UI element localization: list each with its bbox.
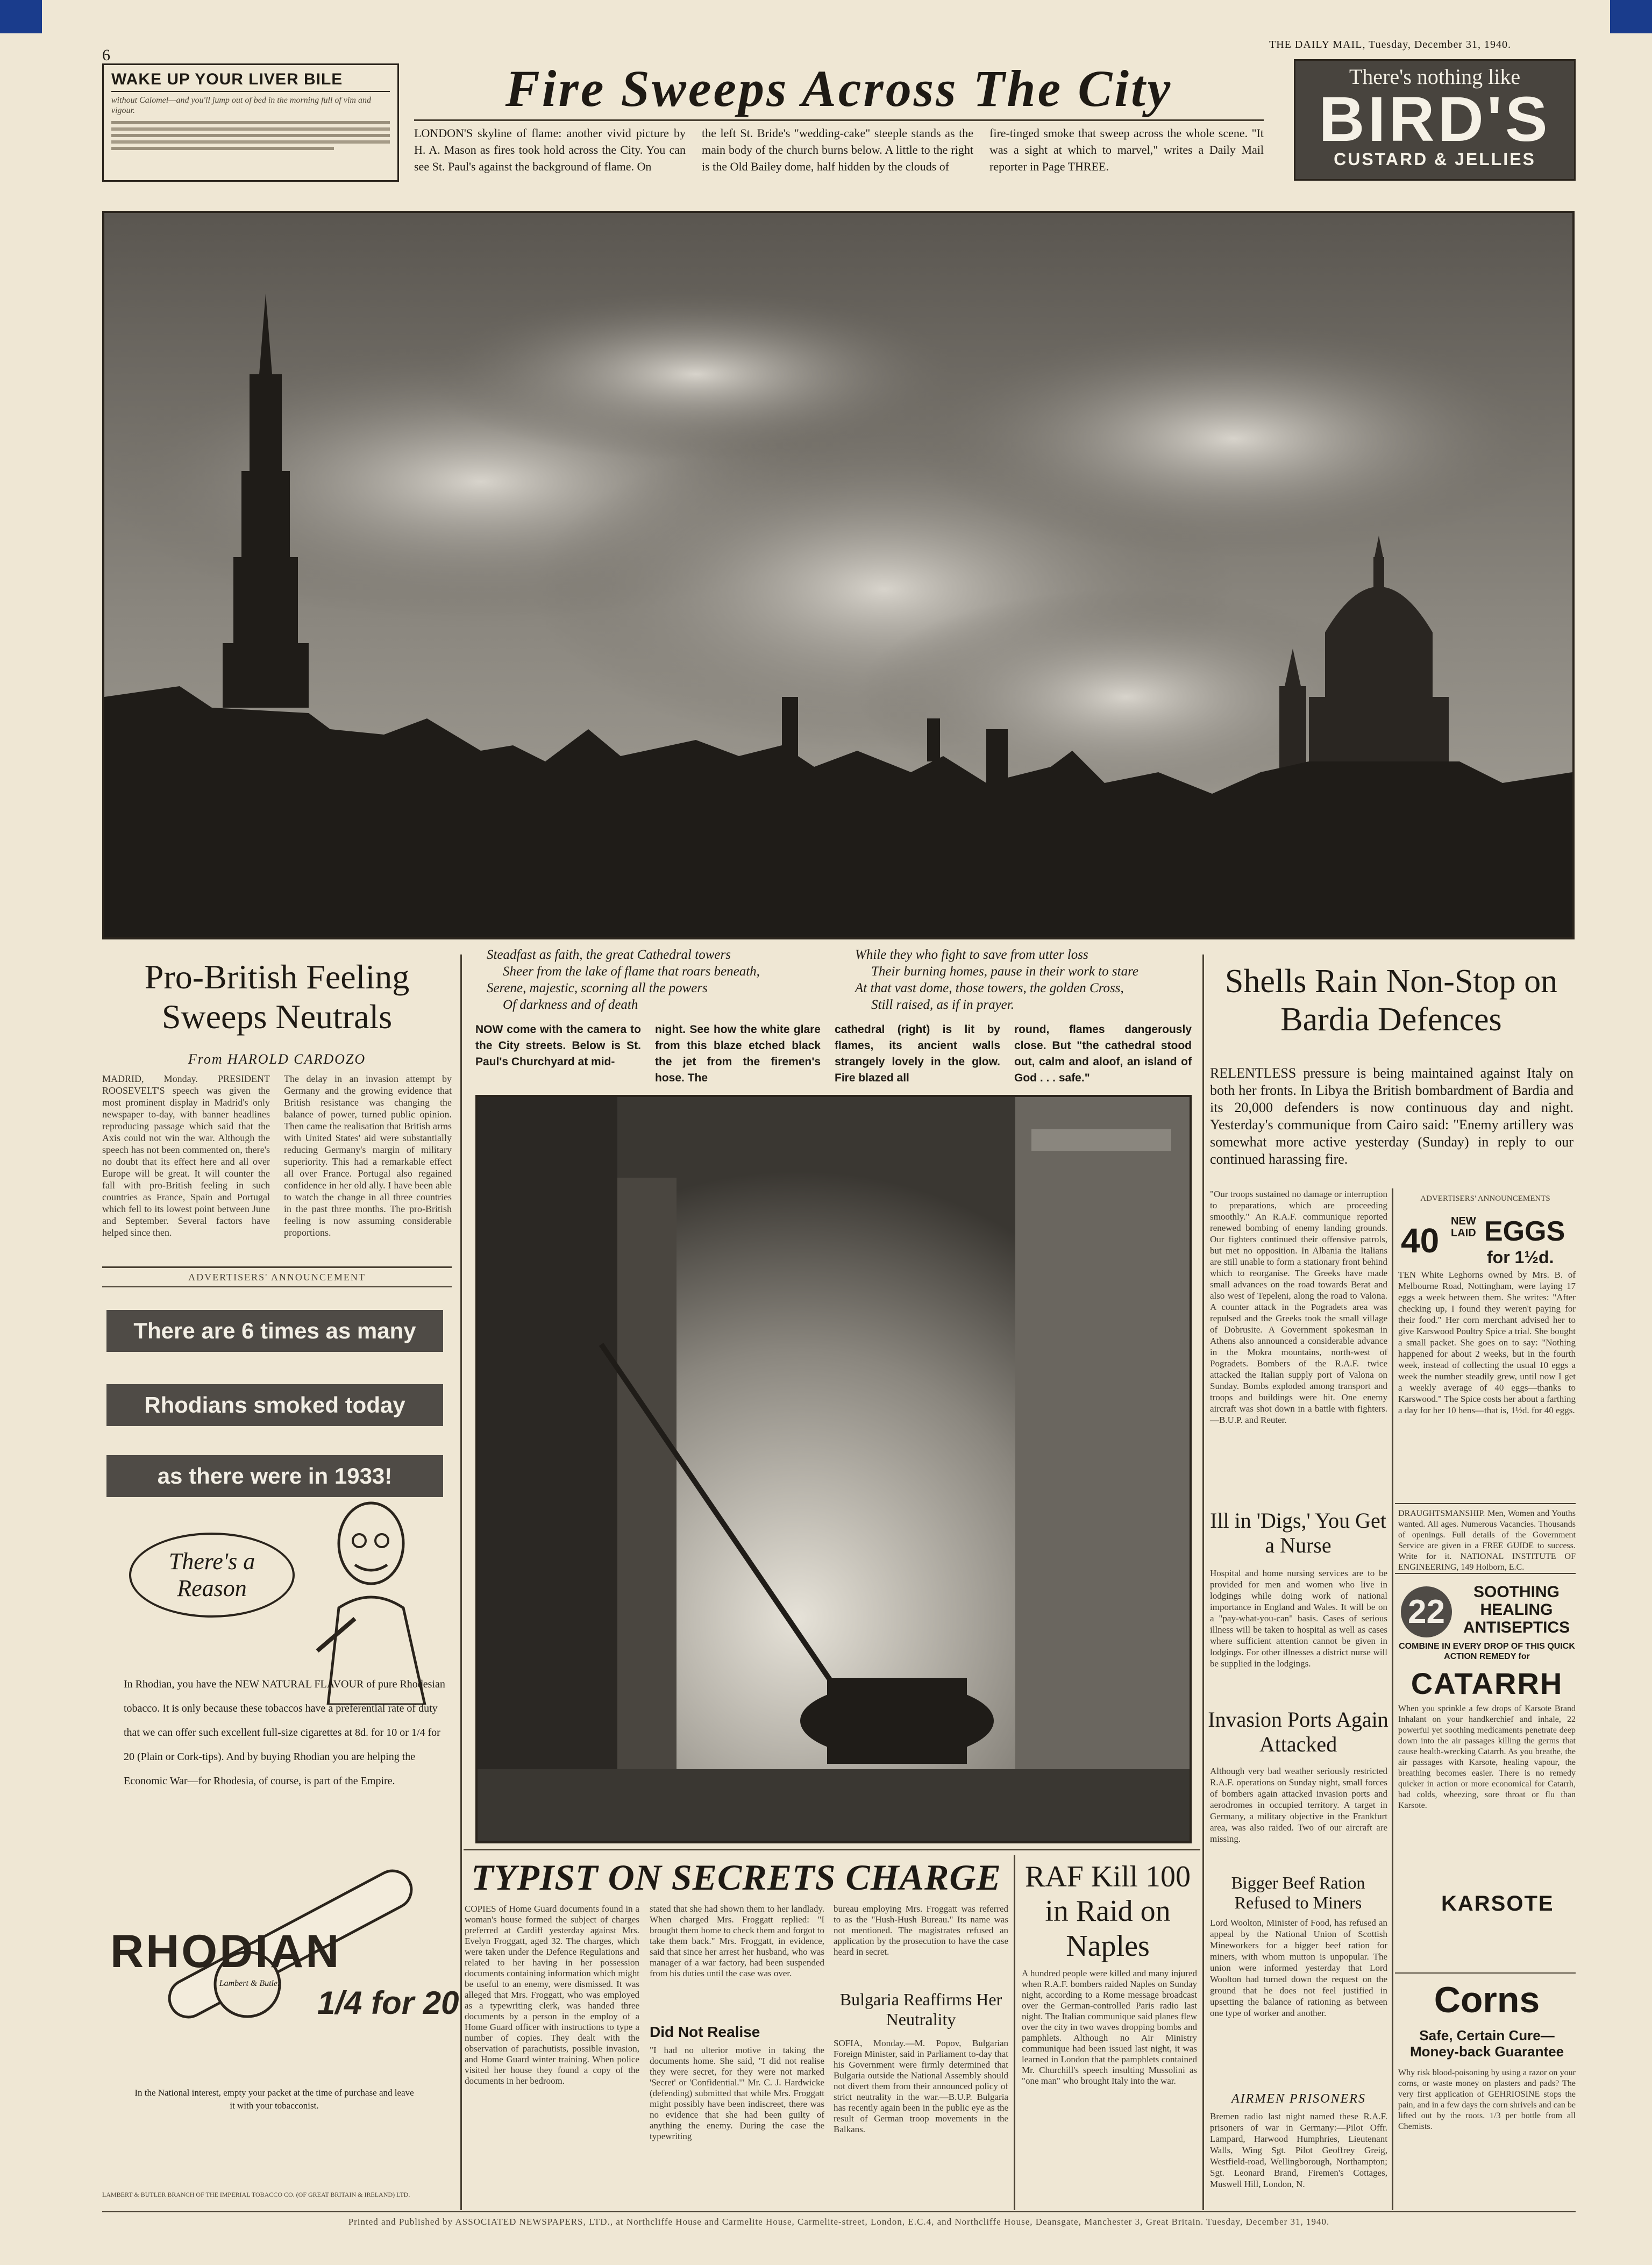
poem-left-line-1: Steadfast as faith, the great Cathedral towers — [487, 948, 731, 962]
pro-british-byline: From HAROLD CARDOZO — [188, 1051, 366, 1067]
corns-ad-line2: Money-back Guarantee — [1409, 2043, 1564, 2060]
now-caption-col3: cathedral (right) is lit by flames, its ancient walls strangely lovely in the glow. Fire blazed all — [835, 1023, 1000, 1084]
poem-right-line-1: While they who fight to save from utter loss — [855, 948, 1088, 962]
pro-british-col2: The delay in an invasion attempt by Germany and the growing evidence that British resistance was changing the balance of power, turned public opinion. Then came the realisation that British arms with United States' aid were substantially reducing Germany's margin of military superiority. This had a remarkable effect all over France. Portugal also regained confidence in her old ally. I have been able to watch the change in all three countries in the past three months. The pro-British feeling is now assuming considerable proportions. — [284, 1073, 452, 1238]
page-number: 6 — [102, 46, 110, 64]
rhodian-bubble-text: There's a Reason — [168, 1548, 255, 1601]
fire-caption-col1: LONDON'S skyline of flame: another vivid picture by H. A. Mason as fires took hold across the City. You can see St. Paul's against the background of flame. On — [414, 126, 686, 173]
poem-right-line-4: Still raised, as if in prayer. — [871, 998, 1014, 1012]
rhodian-ad-label: ADVERTISERS' ANNOUNCEMENT — [188, 1272, 366, 1283]
now-caption-col4: round, flames dangerously close. But "the cathedral stood out, calm and aloof, an island of God . . . safe." — [1014, 1023, 1192, 1084]
footer-imprint: Printed and Published by ASSOCIATED NEWSPAPERS, LTD., at Northcliffe House and Carmelite House, Carmelite-street, London, E.C.4, and Northcliffe House, Deansgate, Manchester 3, Great Britain. Tuesday, December 31, 1940. — [348, 2217, 1330, 2227]
catarrh-ad-claims — [1457, 1583, 1576, 1636]
catarrh-ad-line1: SOOTHING — [1473, 1583, 1560, 1601]
eggs-ad-number: 40 — [1401, 1221, 1440, 1260]
catarrh-ad-line3: ANTISEPTICS — [1463, 1619, 1570, 1636]
tape-mark-left — [0, 0, 42, 33]
poem-left — [487, 946, 820, 1013]
catarrh-ad-combine: COMBINE IN EVERY DROP OF THIS QUICK ACTION REMEDY for — [1399, 1642, 1575, 1661]
skyline-fire-photo — [102, 211, 1575, 939]
raf-naples-body: A hundred people were killed and many injured when R.A.F. bombers raided Naples on Sunday night, according to a Rome message broadcast over the German-controlled Paris radio last night. The Italian communique said planes flew over the city in two waves dropping bombs and pamphlets. Although no Air Ministry communique had been issued last night, it was learned in London that the pamphlets contained Mr. Churchill's speech insulting Mussolini as "one man" who brought Italy into the war. — [1022, 1968, 1197, 2086]
fire-caption-col3: fire-tinged smoke that sweep across the whole scene. "It was a sight at which to marvel," writes a Daily Mail reporter in Page THREE. — [989, 126, 1264, 173]
beef-headline: Bigger Beef Ration Refused to Miners — [1231, 1873, 1365, 1912]
skyline-photo-graphic — [104, 213, 1572, 937]
invasion-body: Although very bad weather seriously restricted R.A.F. operations on Sunday night, small forces of bombers again attacked invasion ports and aerodromes in occupied territory. A target in Germany, a military objective in the Frankfurt area, was also raided. Two of our aircraft are missing. — [1210, 1766, 1387, 1844]
churchyard-fire-photo — [475, 1095, 1192, 1843]
typist-subhead: Did Not Realise — [650, 2024, 760, 2040]
liver-ad-headline: WAKE UP YOUR LIVER BILE — [111, 70, 390, 92]
shells-headline: Shells Rain Non-Stop on Bardia Defences — [1224, 963, 1558, 1038]
airmen-headline: AIRMEN PRISONERS — [1231, 2092, 1366, 2106]
eggs-ad-laid-word: LAID — [1451, 1227, 1476, 1239]
typist-col2: stated that she had shown them to her landlady. When charged Mrs. Froggatt replied: "I brought them home to check them and forgot to take them back." Mrs. Froggatt, in evidence, said that since her arrest her husband, who was manager of a war factory, had been suspended from his duties until the case was over. — [650, 1904, 824, 1978]
catarrh-ad-body: When you sprinkle a few drops of Karsote Brand Inhalant on your handkerchief and inhale, 22 powerful yet soothing medicaments penetrate deep down into the air passages killing the germs that cause health-wrecking Catarrh. As you breathe, the air passages with Karsote, healing vapour, the breathing becomes easier. There is no remedy quicker in action or more economical for Catarrh, bad colds, wheezing, sore throat or flu than Karsote. — [1398, 1704, 1576, 1810]
corns-ad-body: Why risk blood-poisoning by using a razor on your corns, or waste money on plasters and pads? The very first application of GEHRIOSINE stops the pain, and in a few days the corn shrivels and can be lifted out by the roots. 1/3 per bottle from all Chemists. — [1398, 2068, 1576, 2131]
typist-headline: TYPIST ON SECRETS CHARGE — [471, 1857, 1001, 1898]
eggs-ad-price: for 1½d. — [1487, 1248, 1554, 1267]
draughtsman-ad: DRAUGHTSMANSHIP. Men, Women and Youths wanted. All ages. Numerous Vacancies. Thousands of openings. Full details of the Government Service are given in a FREE GUIDE to success. Write for it. NATIONAL INSTITUTE OF ENGINEERING, 149 Holborn, E.C. — [1398, 1509, 1576, 1572]
eggs-ad-label: ADVERTISERS' ANNOUNCEMENTS — [1420, 1194, 1550, 1203]
rhodian-imprint: LAMBERT & BUTLER BRANCH OF THE IMPERIAL TOBACCO CO. (OF GREAT BRITAIN & IRELAND) LTD. — [102, 2191, 410, 2198]
tape-mark-right — [1610, 0, 1652, 33]
rhodian-band-2: Rhodians smoked today — [106, 1384, 443, 1426]
now-caption-col1: NOW come with the camera to the City streets. Below is St. Paul's Churchyard at mid- — [475, 1023, 641, 1068]
poem-left-line-4: Of darkness and of death — [503, 998, 638, 1012]
poem-left-line-2: Sheer from the lake of flame that roars beneath, — [503, 964, 760, 979]
karsote-brand: KARSOTE — [1441, 1892, 1554, 1915]
churchyard-photo-graphic — [478, 1097, 1190, 1841]
catarrh-ad-line2: HEALING — [1480, 1601, 1553, 1619]
nurse-headline: Ill in 'Digs,' You Get a Nurse — [1210, 1508, 1386, 1557]
corns-ad-line1: Safe, Certain Cure— — [1419, 2027, 1555, 2043]
eggs-ad-header — [1398, 1210, 1576, 1269]
rhodian-band-1: There are 6 times as many — [106, 1310, 443, 1352]
shells-body: "Our troops sustained no damage or interruption to preparations, which are proceeding smoothly." An R.A.F. communique reported renewed bombing of enemy landing grounds. Our fighters continued their offensive patrols, but met no opposition. In Albania the Italians are still unable to form a stationary front behind which to reorganise. The Greeks have made small advances on the road towards Berat and also west of Tepeleni, along the road to Valona. A counter attack in the Pogradets area was repulsed and the Greeks took the small village of Dobrusite. A Government spokesman in Athens also announced a considerable advance in the Mokra mountains, north-west of Pogradets. Bombers of the R.A.F. twice attacked the Italian supply port of Valona on Sunday. Bombs exploded among transport and troops and buildings were hit. One enemy aircraft was shot down in a battle with fighters.—B.U.P. and Reuter. — [1210, 1189, 1387, 1425]
typist-col3: bureau employing Mrs. Froggatt was referred to as the "Hush-Hush Bureau." Its name was not mentioned. The magistrates refused an application by the prosecution to have the case heard in secret. — [834, 1904, 1008, 1957]
eggs-ad-new — [1451, 1215, 1476, 1239]
rhodian-price: 1/4 for 20 — [317, 1985, 459, 2021]
liver-ad-subhead: without Calomel—and you'll jump out of bed in the morning full of vim and vigour. — [111, 96, 371, 115]
rhodian-brand: RHODIAN — [110, 1926, 341, 1977]
eggs-ad-new-word: NEW — [1451, 1215, 1476, 1227]
birds-ad-brand: BIRD'S — [1319, 84, 1551, 155]
bulgaria-headline: Bulgaria Reaffirms Her Neutrality — [839, 1990, 1002, 2029]
eggs-ad-eggs: EGGS — [1484, 1216, 1565, 1247]
nurse-body: Hospital and home nursing services are to be provided for men and women who live in lodgings while doing work of national importance in England and Wales. It will be on a "pay-what-you-can" basis. Cases of serious illness will be taken to hospital as well as cases where sufficient attention cannot be given in lodgings. For other illnesses a district nurse will be supplied in the lodgings. — [1210, 1568, 1387, 1669]
rhodian-body: In Rhodian, you have the NEW NATURAL FLAVOUR of pure Rhodesian tobacco. It is only because these tobaccos have a preferential rate of duty that we can offer such excellent full-size cigarettes at 8d. for 10 or 1/4 for 20 (Plain or Cork-tips). And by buying Rhodian you are helping the Economic War—for Rhodesia, of course, is part of the Empire. — [124, 1678, 445, 1787]
catarrh-ad-number: 22 — [1408, 1593, 1445, 1630]
eggs-ad-body: TEN White Leghorns owned by Mrs. B. of Melbourne Road, Nottingham, were laying 17 eggs a week between them. She writes: "After checking up, I found they weren't paying for their food." Her corn merchant advised her to give Karswood Poultry Spice a trial. She bought a small packet. She goes on to say: "Nothing happened for about 2 weeks, but in the fourth week, instead of collecting the usual 10 eggs a week the number steadily grew, until now I get a weekly average of 40 eggs—thanks to Karswood." The Spice costs her about a farthing a day for her 10 hens—that is, 1½d. for 40 eggs. — [1398, 1270, 1576, 1415]
pro-british-headline: Pro-British Feeling Sweeps Neutrals — [144, 958, 410, 1036]
catarrh-ad-badge — [1401, 1586, 1452, 1637]
pro-british-col1: MADRID, Monday. PRESIDENT ROOSEVELT'S speech was given the most prominent display in Madrid's only newspaper to-day, with banner headlines reproducing passage which said that the Axis could not win the war. Although the speech has not been commented on, there's no doubt that its effect here and all over Europe will be great. It will counter the fall with pro-British feeling in such countries as France, Spain and Portugal which fell to its lowest point between June and September. Several factors have helped since then. — [102, 1073, 270, 1238]
invasion-headline: Invasion Ports Again Attacked — [1208, 1707, 1388, 1756]
birds-custard-ad — [1294, 59, 1576, 181]
typist-col1: COPIES of Home Guard documents found in a woman's house formed the subject of charges preferred at Cardiff yesterday against Mrs. Evelyn Froggatt, aged 32. The charges, which were taken under the Defence Regulations and related to her having in her possession documents containing information which might be useful to an enemy, were dismissed. It was alleged that Mrs. Froggatt, who was employed as a typewriting clerk, was handed three documents by a person in the employ of a Home Guard officer with instructions to type a number of copies. They dealt with the observation of parachutists, possible invasion, and Home Guard winter training. When police visited her house they found a copy of the documents in her bedroom. — [465, 1904, 639, 2086]
raf-naples-headline: RAF Kill 100 in Raid on Naples — [1024, 1860, 1191, 1963]
poem-right-line-2: Their burning homes, pause in their work to stare — [871, 964, 1138, 979]
typist-col2b: "I had no ulterior motive in taking the documents home. She said, "I did not realise they were secret, for they were not marked 'Secret' or 'Confidential.'" Mr. C. J. Hardwicke (defending) submitted that while Mrs. Froggatt might possibly have been indiscreet, there was no evidence that she had been guilty of anything the enemy. During the case the typewriting — [650, 2045, 824, 2141]
rhodian-band-3: as there were in 1933! — [106, 1455, 443, 1497]
rhodian-footer: In the National interest, empty your packet at the time of purchase and leave it with your tobacconist. — [134, 2088, 414, 2111]
rhodian-speech-bubble — [129, 1533, 295, 1618]
birds-ad-products: CUSTARD & JELLIES — [1334, 149, 1536, 169]
airmen-body: Bremen radio last night named these R.A.F. prisoners of war in Germany:—Pilot Offr. Lampard, Harwood Humphries, Lieutenant Walls, Wing Sgt. Pilot Geoffrey Greig, Westfield-road, Wellingborough, Northampton; Sgt. Leonard Brand, Firemen's Cottages, Muswell Hill, London, N. — [1210, 2111, 1387, 2189]
folio-line: THE DAILY MAIL, Tuesday, December 31, 1940. — [1269, 39, 1512, 51]
fire-caption-col2: the left St. Bride's "wedding-cake" steeple stands as the main body of the church burns below. A little to the right is the Old Bailey dome, half hidden by the clouds of — [702, 126, 973, 173]
beef-body: Lord Woolton, Minister of Food, has refused an appeal by the National Union of Scottish Mineworkers for a bigger beef ration for miners, with whom mutton is unpopular. The union were informed yesterday that Lord Woolton had turned down the request on the ground that he does not feel justified in upsetting the balance of rationing as between one type of worker and another. — [1210, 1918, 1387, 2018]
fire-headline: Fire Sweeps Across The City — [505, 60, 1173, 117]
catarrh-ad-title: CATARRH — [1411, 1666, 1563, 1700]
liver-bile-ad — [102, 63, 399, 182]
corns-ad-tagline — [1398, 2027, 1576, 2060]
poem-right — [855, 946, 1188, 1013]
poem-left-line-3: Serene, majestic, scorning all the powers — [487, 981, 708, 995]
now-caption-col2: night. See how the white glare from this blaze etched black the jet from the firemen's hose. The — [655, 1023, 821, 1084]
shells-lede: RELENTLESS pressure is being maintained against Italy on both her fronts. In Libya the British bombardment of Bardia and its 20,000 defenders is now continuous day and night. Yesterday's communique from Cairo said: "Enemy artillery was somewhat more active yesterday (Sunday) in reply to our continued harassing fire. — [1210, 1065, 1573, 1167]
birds-ad-tagline: There's nothing like — [1349, 65, 1521, 89]
corns-ad-title: Corns — [1434, 1979, 1540, 2020]
rhodian-maker: Lambert & Butler — [219, 1979, 281, 1988]
poem-right-line-3: At that vast dome, those towers, the golden Cross, — [855, 981, 1124, 995]
bulgaria-body: SOFIA, Monday.—M. Popov, Bulgarian Foreign Minister, said in Parliament to-day that his Government were firmly determined that Bulgaria outside the National Assembly should not divert them from their announced policy of strict neutrality in the war.—B.U.P. Bulgaria has recently again been in the public eye as the result of German troop movements in the Balkans. — [834, 2038, 1008, 2134]
